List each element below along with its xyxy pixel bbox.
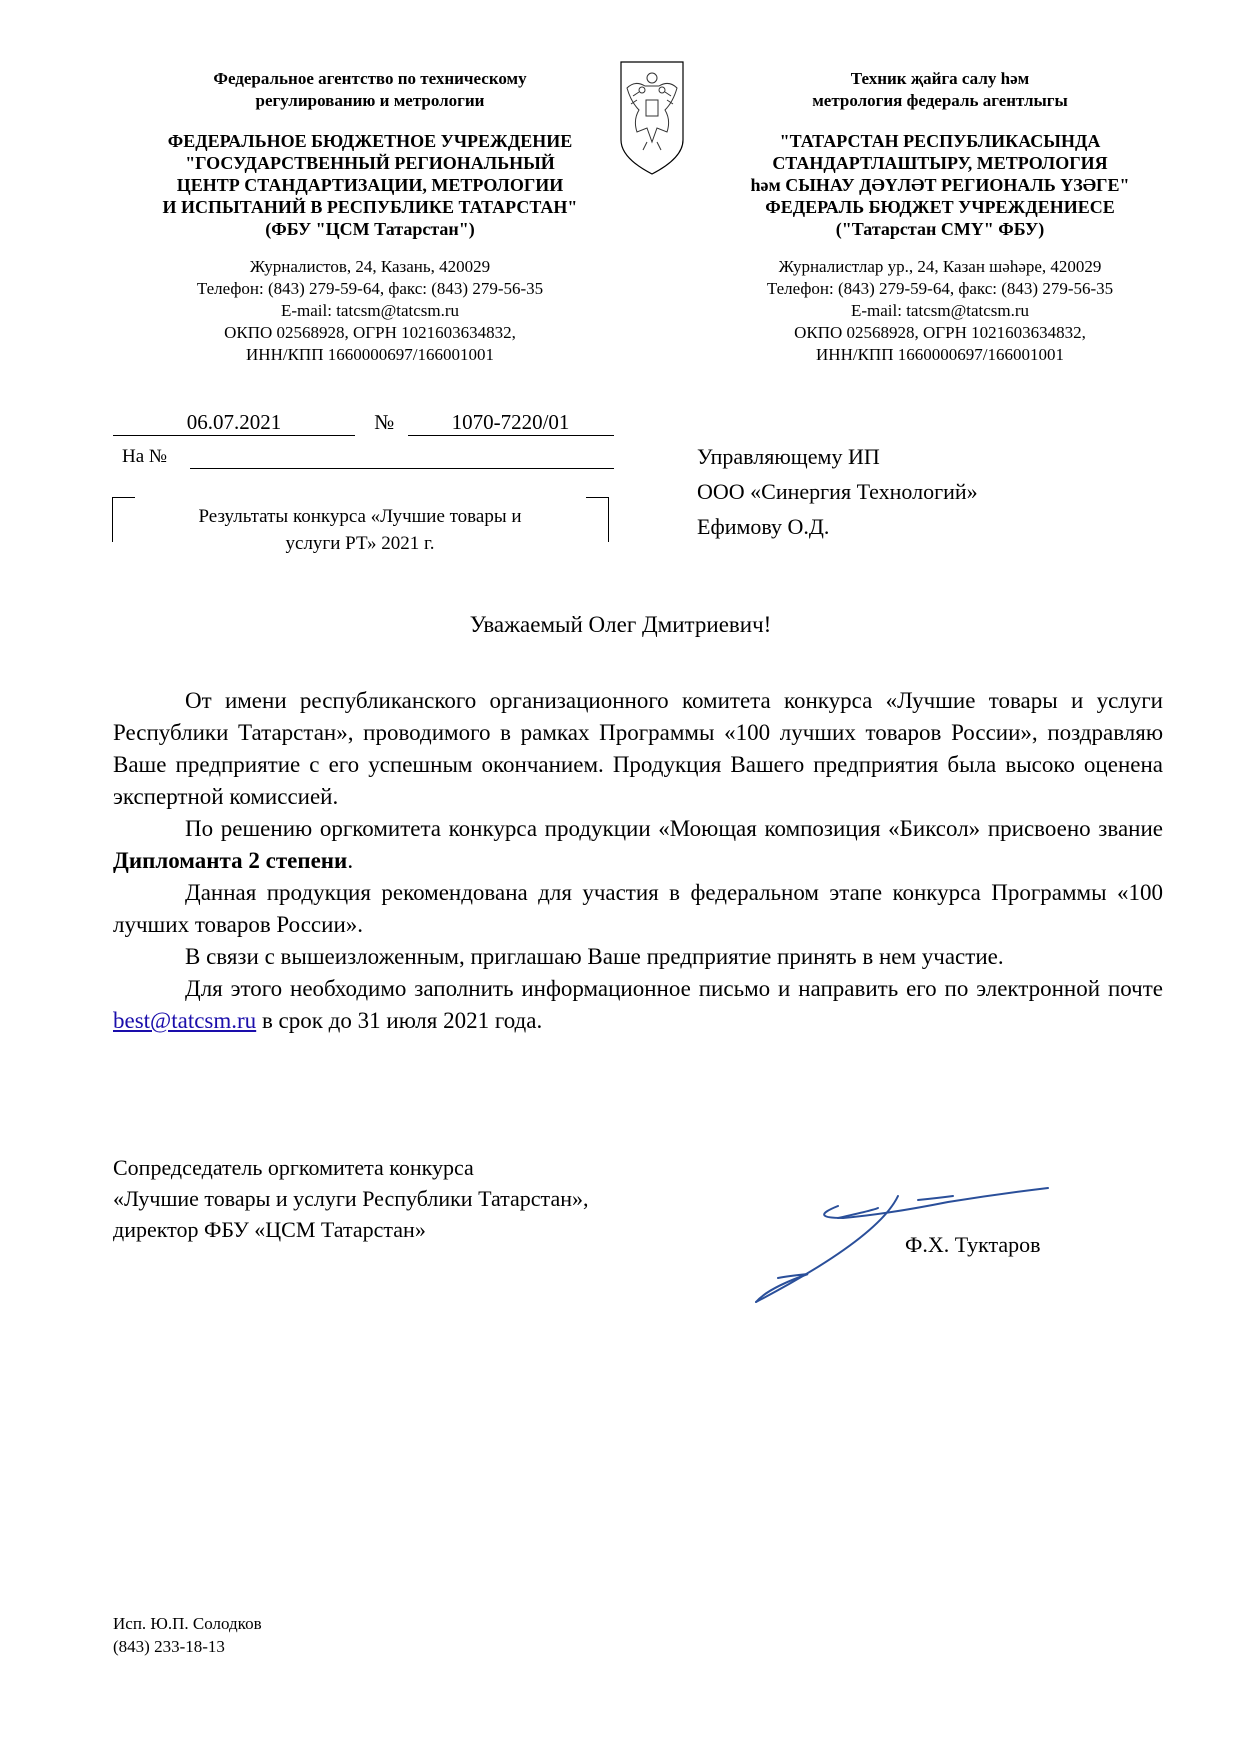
reference-label: На № — [122, 446, 168, 467]
number-label: № — [374, 410, 395, 434]
registration-line — [113, 410, 613, 436]
agency-tt: Техник җайга салу һәм метрология федераль агентлыгы — [812, 69, 1068, 110]
award-title: Дипломанта 2 степени — [113, 848, 348, 873]
reference-field — [190, 446, 614, 469]
body-paragraph-1: От имени республиканского организационного комитета конкурса «Лучшие товары и услуги Республики Татарстан», проводимого в рамках Программы «100 лучших товаров России», поздравляю Ваше предприятие с его успешным окончанием. Продукция Вашего предприятия была высоко оценена экспертной комиссией. — [113, 688, 1163, 809]
agency-ru: Федеральное агентство по техническому регулированию и метрологии — [213, 69, 527, 110]
reference-line — [122, 446, 612, 469]
signatory-line: Сопредседатель оргкомитета конкурса — [113, 1155, 474, 1180]
salutation: Уважаемый Олег Дмитриевич! — [469, 612, 772, 637]
body-paragraph-4: В связи с вышеизложенным, приглашаю Ваше предприятие принять в нем участие. — [185, 944, 1004, 969]
body-paragraph-5: Для этого необходимо заполнить информационное письмо и направить его по электронной почте best@tatcsm.ru в срок до 31 июля 2021 года. — [113, 976, 1163, 1033]
signatory-block — [113, 1152, 588, 1245]
letter-number: 1070-7220/01 — [408, 410, 614, 436]
letter-date: 06.07.2021 — [113, 410, 355, 436]
institution-tt: "ТАТАРСТАН РЕСПУБЛИКАСЫНДА СТАНДАРТЛАШТЫРУ, МЕТРОЛОГИЯ һәм СЫНАУ ДӘҮЛӘТ РЕГИОНАЛЬ ҮЗӘГЕ" ФЕДЕРАЛЬ БЮДЖЕТ УЧРЕЖДЕНИЕСЕ ("Татарстан СМҮ" ФБУ) — [750, 131, 1130, 239]
letter-body — [113, 685, 1163, 1037]
signatory-line: «Лучшие товары и услуги Республики Татарстан», — [113, 1186, 589, 1211]
body-paragraph-2: По решению оргкомитета конкурса продукции «Моющая композиция «Биксол» присвоено звание Дипломанта 2 степени. — [113, 816, 1163, 873]
coat-of-arms-emblem — [617, 58, 687, 178]
executor-phone: (843) 233-18-13 — [113, 1637, 225, 1656]
contacts-ru: Журналистов, 24, Казань, 420029 Телефон: (843) 279-59-64, факс: (843) 279-56-35 E-mail: tatcsm@tatcsm.ru ОКПО 02568928, ОГРН 1021603634832, ИНН/КПП 1660000697/166001001 — [196, 257, 544, 364]
executor-name: Исп. Ю.П. Солодков — [113, 1614, 262, 1633]
institution-ru: ФЕДЕРАЛЬНОЕ БЮДЖЕТНОЕ УЧРЕЖДЕНИЕ "ГОСУДАРСТВЕННЫЙ РЕГИОНАЛЬНЫЙ ЦЕНТР СТАНДАРТИЗАЦИИ, МЕТРОЛОГИИ И ИСПЫТАНИЙ В РЕСПУБЛИКЕ ТАТАРСТАН" (ФБУ "ЦСМ Татарстан") — [162, 131, 578, 239]
body-paragraph-3: Данная продукция рекомендована для участия в федеральном этапе конкурса Программы «100 лучших товаров России». — [113, 880, 1163, 937]
signatory-name: Ф.Х. Туктаров — [905, 1232, 1041, 1257]
header-ru — [125, 68, 615, 366]
recipient-line: ООО «Синергия Технологий» — [697, 479, 978, 504]
executor-block — [113, 1612, 262, 1658]
recipient-line: Ефимову О.Д. — [697, 514, 830, 539]
contacts-tt: Журналистлар ур., 24, Казан шәһәре, 420029 Телефон: (843) 279-59-64, факс: (843) 279-56-35 E-mail: tatcsm@tatcsm.ru ОКПО 02568928, ОГРН 1021603634832, ИНН/КПП 1660000697/166001001 — [766, 257, 1114, 364]
email-link[interactable]: best@tatcsm.ru — [113, 1008, 257, 1033]
letter-subject: Результаты конкурса «Лучшие товары и услуги РТ» 2021 г. — [198, 506, 522, 554]
signatory-line: директор ФБУ «ЦСМ Татарстан» — [113, 1217, 426, 1242]
recipient-line: Управляющему ИП — [697, 444, 880, 469]
header-tt — [690, 68, 1190, 366]
recipient-block — [697, 439, 978, 544]
